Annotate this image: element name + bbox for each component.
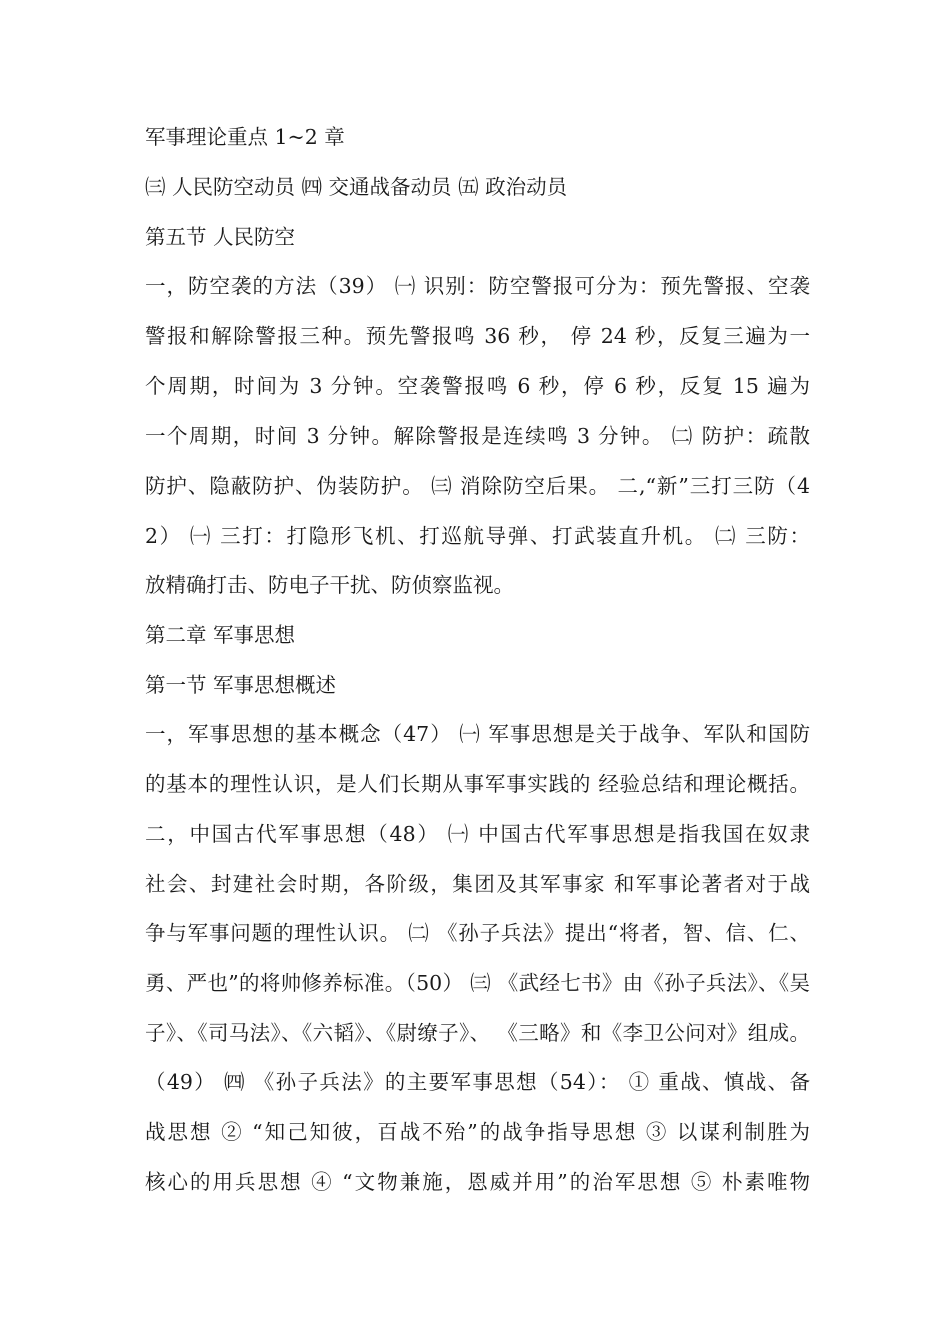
text-line: 二，中国古代军事思想（48） ㈠ 中国古代军事思想是指我国在奴隶 — [145, 822, 810, 846]
text-line: 一，军事思想的基本概念（47） ㈠ 军事思想是关于战争、军队和国防 — [145, 722, 810, 746]
text-line: 个周期，时间为 3 分钟。空袭警报鸣 6 秒，停 6 秒，反复 15 遍为 — [145, 374, 810, 398]
text-line: （49） ㈣ 《孙子兵法》的主要军事思想（54）： ① 重战、慎战、备 — [145, 1070, 810, 1094]
text-line: 勇、严也”的将帅修养标准。（50） ㈢ 《武经七书》由《孙子兵法》、《吴 — [145, 971, 810, 995]
text-line: 的基本的理性认识，是人们长期从事军事实践的 经验总结和理论概括。 — [145, 772, 810, 796]
text-line: 核心的用兵思想 ④ “文物兼施，恩威并用”的治军思想 ⑤ 朴素唯物 — [145, 1170, 810, 1194]
text-line: 争与军事问题的理性认识。 ㈡ 《孙子兵法》提出“将者，智、信、仁、 — [145, 921, 810, 945]
text-line: 一个周期，时间 3 分钟。解除警报是连续鸣 3 分钟。 ㈡ 防护：疏散 — [145, 424, 810, 448]
text-line: 战思想 ② “知己知彼，百战不殆”的战争指导思想 ③ 以谋利制胜为 — [145, 1120, 810, 1144]
text-line: 社会、封建社会时期，各阶级，集团及其军事家 和军事论著者对于战 — [145, 872, 810, 896]
doc-title: 军事理论重点 1~2 章 — [145, 125, 345, 149]
text-line: 一，防空袭的方法（39） ㈠ 识别：防空警报可分为：预先警报、空袭 — [145, 274, 810, 298]
text-line: ㈢ 人民防空动员 ㈣ 交通战备动员 ㈤ 政治动员 — [145, 175, 568, 199]
text-line: 放精确打击、防电子干扰、防侦察监视。 — [145, 573, 514, 597]
text-line: 2） ㈠ 三打：打隐形飞机、打巡航导弹、打武装直升机。 ㈡ 三防： — [145, 524, 810, 548]
chapter-heading: 第二章 军事思想 — [145, 623, 296, 647]
text-line: 子》、《司马法》、《六韬》、《尉缭子》、 《三略》和《李卫公问对》组成。 — [145, 1021, 810, 1045]
section-heading: 第五节 人民防空 — [145, 225, 296, 249]
text-line: 防护、隐蔽防护、伪装防护。 ㈢ 消除防空后果。 二,“新”三打三防（4 — [145, 474, 810, 498]
text-line: 警报和解除警报三种。预先警报鸣 36 秒， 停 24 秒，反复三遍为一 — [145, 324, 810, 348]
section-heading: 第一节 军事思想概述 — [145, 673, 337, 697]
